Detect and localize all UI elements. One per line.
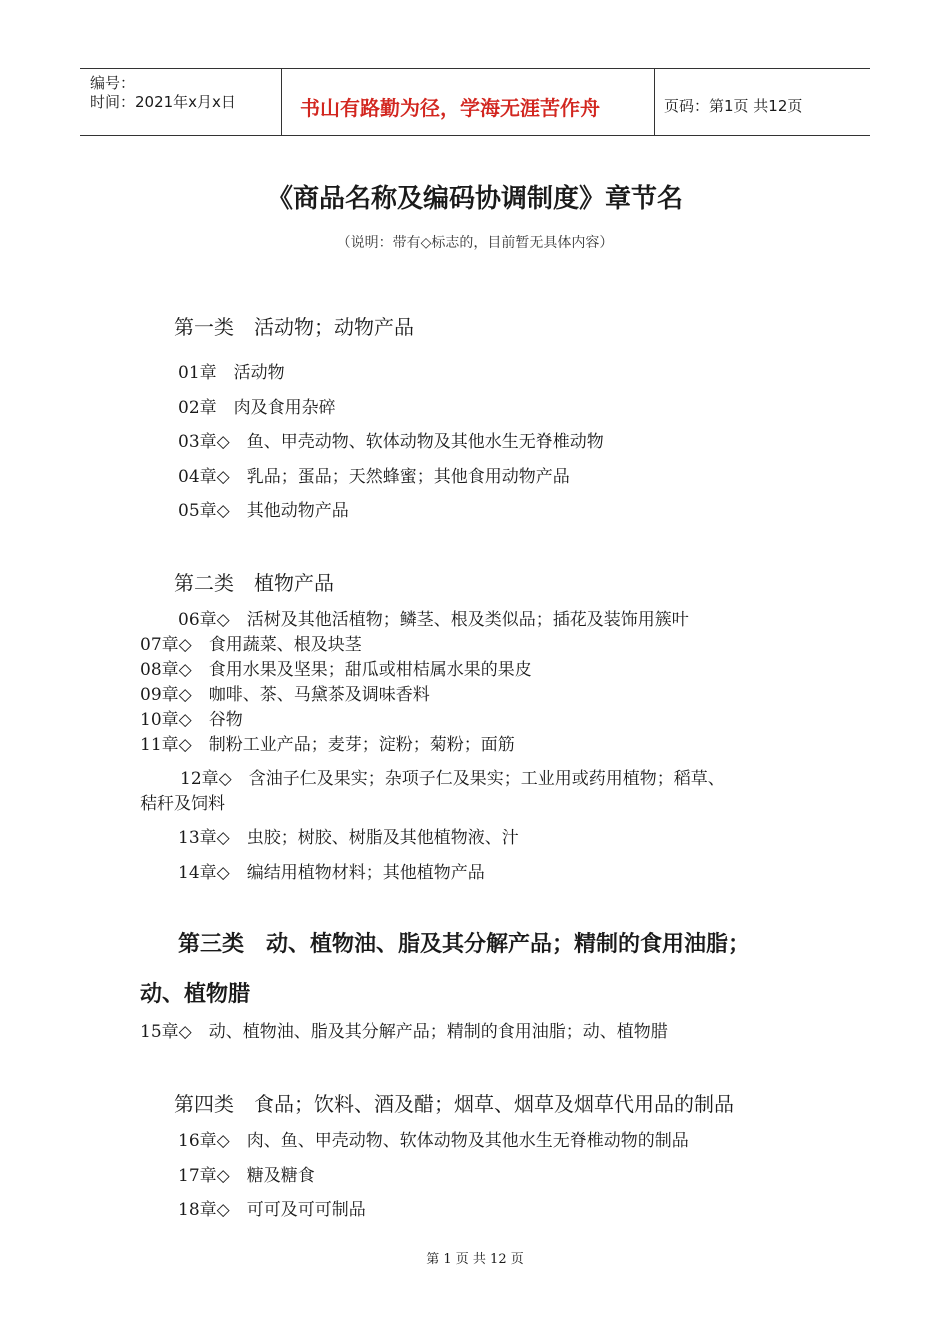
chapter-item: 02章 肉及食用杂碎 [178,398,336,418]
chapter-item: 15章◇ 动、植物油、脂及其分解产品；精制的食用油脂；动、植物腊 [140,1022,668,1042]
chapter-item: 16章◇ 肉、鱼、甲壳动物、软体动物及其他水生无脊椎动物的制品 [178,1131,689,1151]
section-1-heading: 第一类 活动物；动物产品 [174,315,414,339]
chapter-item: 05章◇ 其他动物产品 [178,501,349,521]
chapter-item: 10章◇ 谷物 [140,710,243,730]
chapter-item: 12章◇ 含油子仁及果实；杂项子仁及果实；工业用或药用植物；稻草、 [180,769,725,789]
chapter-item: 18章◇ 可可及可可制品 [178,1200,366,1220]
section-2-heading: 第二类 植物产品 [174,571,334,595]
chapter-item: 17章◇ 糖及糖食 [178,1166,315,1186]
header-motto: 书山有路勤为径，学海无涯苦作舟 [300,96,600,120]
header-divider-right [654,68,655,136]
header-top-border [80,68,870,69]
page-note: （说明：带有◇标志的，目前暂无具体内容） [336,235,614,251]
section-3-heading-continued: 动、植物腊 [140,982,251,1007]
header-divider-left [281,68,282,136]
chapter-item: 11章◇ 制粉工业产品；麦芽；淀粉；菊粉；面筋 [140,735,515,755]
header-number-label: 编号： [90,74,136,92]
chapter-item: 08章◇ 食用水果及坚果；甜瓜或柑桔属水果的果皮 [140,660,532,680]
chapter-item: 06章◇ 活树及其他活植物；鳞茎、根及类似品；插花及装饰用簇叶 [178,610,689,630]
section-3-heading: 第三类 动、植物油、脂及其分解产品；精制的食用油脂； [178,932,751,957]
chapter-item-continued: 秸秆及饲料 [140,794,225,814]
chapter-item: 09章◇ 咖啡、茶、马黛茶及调味香料 [140,685,430,705]
chapter-item: 01章 活动物 [178,363,285,383]
header-time-label: 时间：2021年x月x日 [90,93,236,111]
chapter-item: 07章◇ 食用蔬菜、根及块茎 [140,635,362,655]
chapter-item: 03章◇ 鱼、甲壳动物、软体动物及其他水生无脊椎动物 [178,432,604,452]
chapter-item: 14章◇ 编结用植物材料；其他植物产品 [178,863,485,883]
section-4-heading: 第四类 食品；饮料、酒及醋；烟草、烟草及烟草代用品的制品 [174,1092,734,1116]
chapter-item: 13章◇ 虫胶；树胶、树脂及其他植物液、汁 [178,828,519,848]
header-bottom-border [80,135,870,136]
page-title: 《商品名称及编码协调制度》章节名 [266,184,683,214]
chapter-item: 04章◇ 乳品；蛋品；天然蜂蜜；其他食用动物产品 [178,467,570,487]
header-page-label: 页码：第1页 共12页 [664,97,803,115]
page-footer: 第 1 页 共 12 页 [426,1252,524,1267]
